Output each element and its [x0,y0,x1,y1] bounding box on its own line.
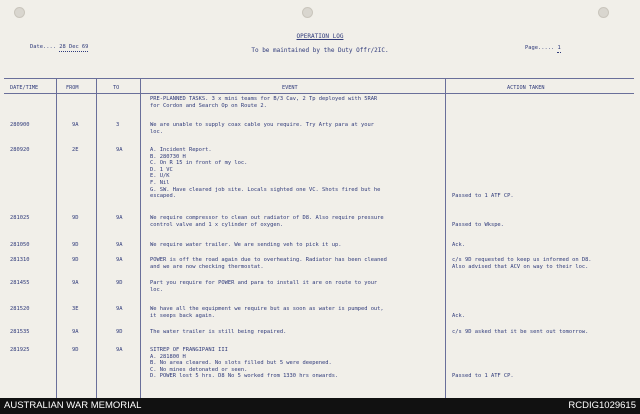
footer-id: RCDIG1029615 [568,400,636,411]
column-divider [56,78,57,398]
row-event-line: for Cordon and Search Op on Route 2. [150,102,267,109]
date-label: Date [30,44,43,50]
column-header-to: TO [113,85,120,91]
row-datetime: 281025 [10,215,30,221]
column-header-datetime: DATE/TIME [10,85,39,91]
column-divider [140,78,141,398]
archive-footer [0,398,640,414]
column-header-event: EVENT [282,85,298,91]
row-to: 9D [116,280,123,286]
row-datetime: 280920 [10,147,30,153]
row-to: 9A [116,347,123,353]
row-to: 9A [116,242,123,248]
row-event-line: control valve and 1 x cylinder of oxygen. [150,221,284,228]
row-event-line: D. POWER lost 5 hrs. D8 No 5 worked from 1330 hrs onwards. [150,373,339,380]
row-datetime: 280900 [10,122,30,128]
row-datetime: 281925 [10,347,30,353]
row-event-line: A. 281800 H [150,353,186,360]
row-from: 3E [72,306,79,312]
column-header-from: FROM [66,85,79,91]
punch-hole [598,7,609,18]
row-to: 9A [116,306,123,312]
row-from: 9A [72,329,79,335]
row-to: 3 [116,122,120,128]
row-from: 2E [72,147,79,153]
row-event-line: loc. [150,286,163,293]
row-action-line: Passed to Wkspe. [452,221,504,228]
row-from: 9A [72,122,79,128]
row-action-line: Also advised that ACV on way to their loc. [452,263,589,270]
log-subtitle: To be maintained by the Duty Offr/2IC. [251,47,389,54]
row-event-line: D. 1 VC [150,166,173,173]
row-to: 9A [116,257,123,263]
page-value: 1 [557,45,561,51]
row-event-line: POWER is off the road again due to overheating. Radiator has been cleaned [150,257,387,263]
row-event-line: We require water trailer. We are sending veh to pick it up. [150,242,342,248]
page-label: Page [525,45,538,51]
table-header-rule [4,93,634,94]
row-action-line: Ack. [452,242,465,248]
row-event-line: B. No area cleared. No slots filled but 5 were deepened. [150,360,332,367]
punch-hole [14,7,25,18]
row-event-line: SITREP OF FRANGIPANI III [150,347,228,353]
row-from: 9D [72,242,79,248]
row-from: 9D [72,347,79,353]
row-datetime: 281050 [10,242,30,248]
row-from: 9D [72,215,79,221]
row-event-line: C. No mines detonated or seen. [150,366,248,373]
page-field: Page..... 1 [525,45,561,51]
row-event-line: G. SW. Have cleared job site. Locals sighted one VC. Shots fired but he [150,186,381,193]
row-action-line: c/s 9D asked that it be sent out tomorrow. [452,329,589,335]
row-event-line: it seeps back again. [150,312,215,319]
column-header-action: ACTION TAKEN [507,85,545,91]
footer-source: AUSTRALIAN WAR MEMORIAL [4,400,142,411]
row-datetime: 281310 [10,257,30,263]
row-action-line: c/s 9D requested to keep us informed on D8. [452,257,592,263]
row-event-line: We have all the equipment we require but as soon as water is pumped out, [150,306,384,312]
row-event-line: We require compressor to clean out radiator of D8. Also require pressure [150,215,384,221]
row-event-line: The water trailer is still being repaired. [150,329,287,335]
row-event-line: escaped. [150,193,176,200]
date-field: Date.... 28 Dec 69 [30,44,89,50]
row-event-line: E. U/K [150,173,170,180]
row-event-line: loc. [150,128,163,135]
row-action-line: Passed to 1 ATF CP. [452,373,514,380]
row-action-line: Passed to 1 ATF CP. [452,193,514,200]
row-event-line: F. Nil [150,180,170,186]
row-to: 9A [116,215,123,221]
row-event-line: PRE-PLANNED TASKS. 3 x mini teams for B/3 Cav, 2 Tp deployed with 5RAR [150,96,378,102]
row-event-line: C. On R 15 in front of my loc. [150,160,248,167]
log-title: OPERATION LOG [296,33,344,40]
date-value: 28 Dec 69 [59,44,89,50]
row-to: 9D [116,329,123,335]
punch-hole [302,7,313,18]
row-datetime: 281520 [10,306,30,312]
row-datetime: 281455 [10,280,30,286]
row-datetime: 281535 [10,329,30,335]
row-to: 9A [116,147,123,153]
row-action-line: Ack. [452,312,465,319]
row-event-line: B. 280730 H [150,153,186,160]
row-event-line: A. Incident Report. [150,147,212,153]
column-divider [445,78,446,398]
row-from: 9D [72,257,79,263]
column-divider [96,78,97,398]
row-from: 9A [72,280,79,286]
row-event-line: Part you require for POWER and para to install it are on route to your [150,280,378,286]
table-top-rule [4,78,634,79]
row-event-line: We are unable to supply coax cable you require. Try Arty para at your [150,122,374,128]
row-event-line: and we are now checking thermostat. [150,263,264,270]
